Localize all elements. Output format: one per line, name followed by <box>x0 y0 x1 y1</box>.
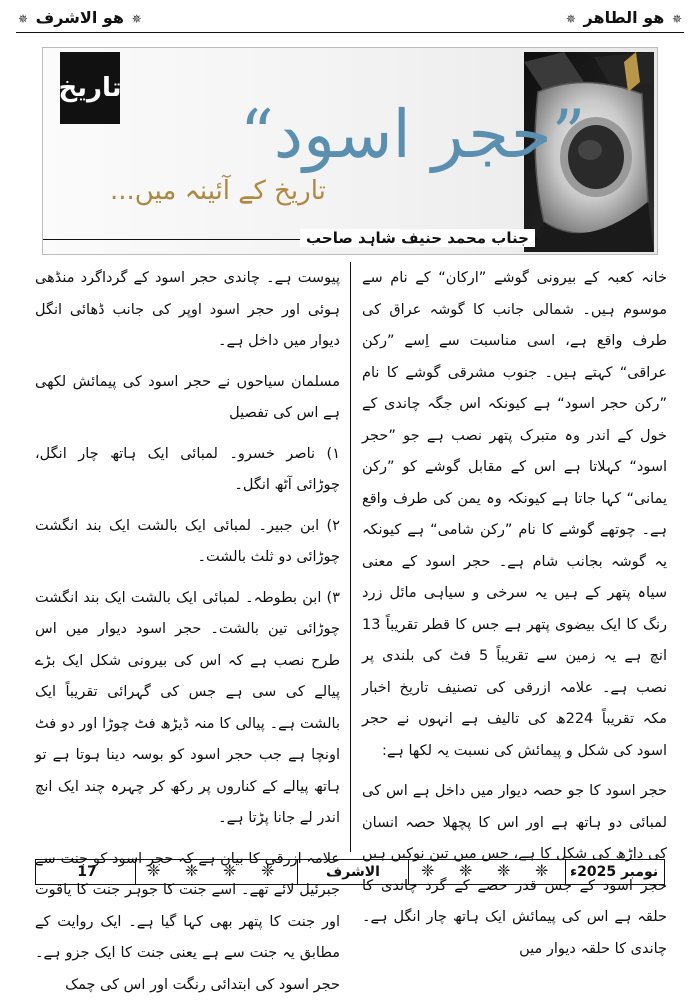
magazine-name-box <box>297 859 409 885</box>
footer-ornament-icon: ❈ <box>223 861 236 880</box>
header-left-label <box>16 8 144 27</box>
article-column-right <box>362 263 667 851</box>
footer-ornament-icon: ❈ <box>261 861 274 880</box>
header-ornament-icon: ✵ <box>670 12 684 26</box>
page-header <box>0 0 700 40</box>
magazine-name: الاشرف <box>326 864 380 880</box>
header-right-label <box>564 8 684 27</box>
header-ornament-icon: ✵ <box>130 12 144 26</box>
article-title: ”حجر اسود“ <box>240 96 585 173</box>
header-divider <box>16 32 684 33</box>
footer-ornament-icon: ❈ <box>497 861 510 880</box>
header-left-text: هو الاشرف <box>36 8 124 27</box>
paragraph: ١) ناصر خسرو۔ لمبائی ایک ہاتھ چار انگل، چوڑائی آٹھ انگل۔ <box>35 439 340 502</box>
category-tag-label: تاریخ <box>59 73 122 103</box>
paragraph: حجر اسود کا جو حصہ دیوار میں داخل ہے اس کی لمبائی دو ہاتھ ہے اور اس کا پچھلا حصہ انسان کی داڑھ کی شکل کا ہے، جس میں تین نوکیں ہیں حجر اسود کے جس قدر حصے کے گرد چاندی کا حلقہ ہے اس کی پیمائش ایک ہاتھ چار انگل ہے۔ چاندی کا حلقہ دیوار میں <box>362 776 667 965</box>
paragraph: پیوست ہے۔ چاندی حجر اسود کے گرداگرد منڈھی ہوئی اور حجر اسود اوپر کی جانب ڈھائی انگل دیوار میں داخل ہے۔ <box>35 263 340 358</box>
paragraph: مسلمان سیاحوں نے حجر اسود کی پیمائش لکھی ہے اس کی تفصیل <box>35 367 340 430</box>
paragraph: علامہ ازرقی کا بیان ہے کہ حجر اسود کو جنت سے جبرئیل لائے تھے۔ اسے جنت کا جوہر جنت کا یاقوت اور جنت کا پتھر بھی کہا گیا ہے۔ ایک روایت کے مطابق یہ جنت سے ہے یعنی جنت کا ایک جزو ہے۔ حجر اسود کی ابتدائی رنگت اور اس کی چمک <box>35 844 340 1001</box>
author-name: جناب محمد حنیف شاہد صاحب <box>300 229 535 247</box>
issue-date-box <box>565 859 662 885</box>
article-column-left <box>35 263 340 851</box>
paragraph: ٣) ابن بطوطہ۔ لمبائی ایک بالشت ایک بند انگشت چوڑائی تین بالشت۔ حجر اسود دیوار میں اس طرح نصب ہے کہ اس کی بیرونی شکل ایک بڑے پیالے کی سی ہے جس کی گہرائی تقریباً ایک بالشت ہے۔ پیالی کا منہ ڈیڑھ فٹ چوڑا اور دو فٹ اونچا ہے جب حجر اسود کو بوسہ دینا ہوتا ہے تو ہاتھ پیالے کے کناروں پر رکھ کر چہرہ چند ایک انچ اندر لے جانا پڑتا ہے۔ <box>35 583 340 835</box>
footer-ornament-icon: ❈ <box>535 861 548 880</box>
paragraph: ٢) ابن جبیر۔ لمبائی ایک بالشت ایک بند انگشت چوڑائی دو ثلث بالشت۔ <box>35 511 340 574</box>
footer-ornament-icon: ❈ <box>459 861 472 880</box>
page-footer <box>35 855 665 889</box>
page-number-box <box>39 859 136 885</box>
article-subtitle: تاریخ کے آئینہ میں... <box>110 176 326 206</box>
header-ornament-icon: ✵ <box>564 12 578 26</box>
footer-ornament-icon: ❈ <box>147 861 160 880</box>
category-tag <box>60 52 120 124</box>
footer-ornament-icon: ❈ <box>185 861 198 880</box>
header-ornament-icon: ✵ <box>16 12 30 26</box>
paragraph: خانہ کعبہ کے بیرونی گوشے ”ارکان“ کے نام سے موسوم ہیں۔ شمالی جانب کا گوشہ عراق کی طرف واقع ہے، اسی مناسبت سے اِسے ”رکن عراقی“ کہتے ہیں۔ جنوب مشرقی گوشے کا نام ”رکن حجر اسود“ ہے کیونکہ اس جگہ چاندی کے خول کے اندر وہ متبرک پتھر نصب ہے جو ”حجر اسود“ کہلاتا ہے اس کے مقابل گوشے کو ”رکن یمانی“ کہا جاتا ہے کیونکہ وہ یمن کی طرف واقع ہے۔ چوتھے گوشے کا نام ”رکن شامی“ ہے کیونکہ یہ گوشہ بجانب شام ہے۔ حجر اسود کے معنی سیاہ پتھر کے ہیں یہ سرخی و سیاہی مائل زرد رنگ کا ایک بیضوی پتھر ہے جس کا قطر تقریباً 13 انچ ہے یہ زمین سے تقریباً 5 فٹ کی بلندی پر نصب ہے۔ علامہ ازرقی کی تصنیف تاریخ اخبار مکہ تقریباً 224ھ کی تالیف ہے انہوں نے حجر اسود کی شکل و پیمائش کی نسبت یہ لکھا ہے: <box>362 263 667 767</box>
page-number: 17 <box>77 864 96 880</box>
issue-date: نومبر 2025ء <box>570 864 658 880</box>
header-right-text: هو الطاهر <box>584 8 665 27</box>
footer-ornament-icon: ❈ <box>421 861 434 880</box>
column-divider <box>350 262 351 852</box>
